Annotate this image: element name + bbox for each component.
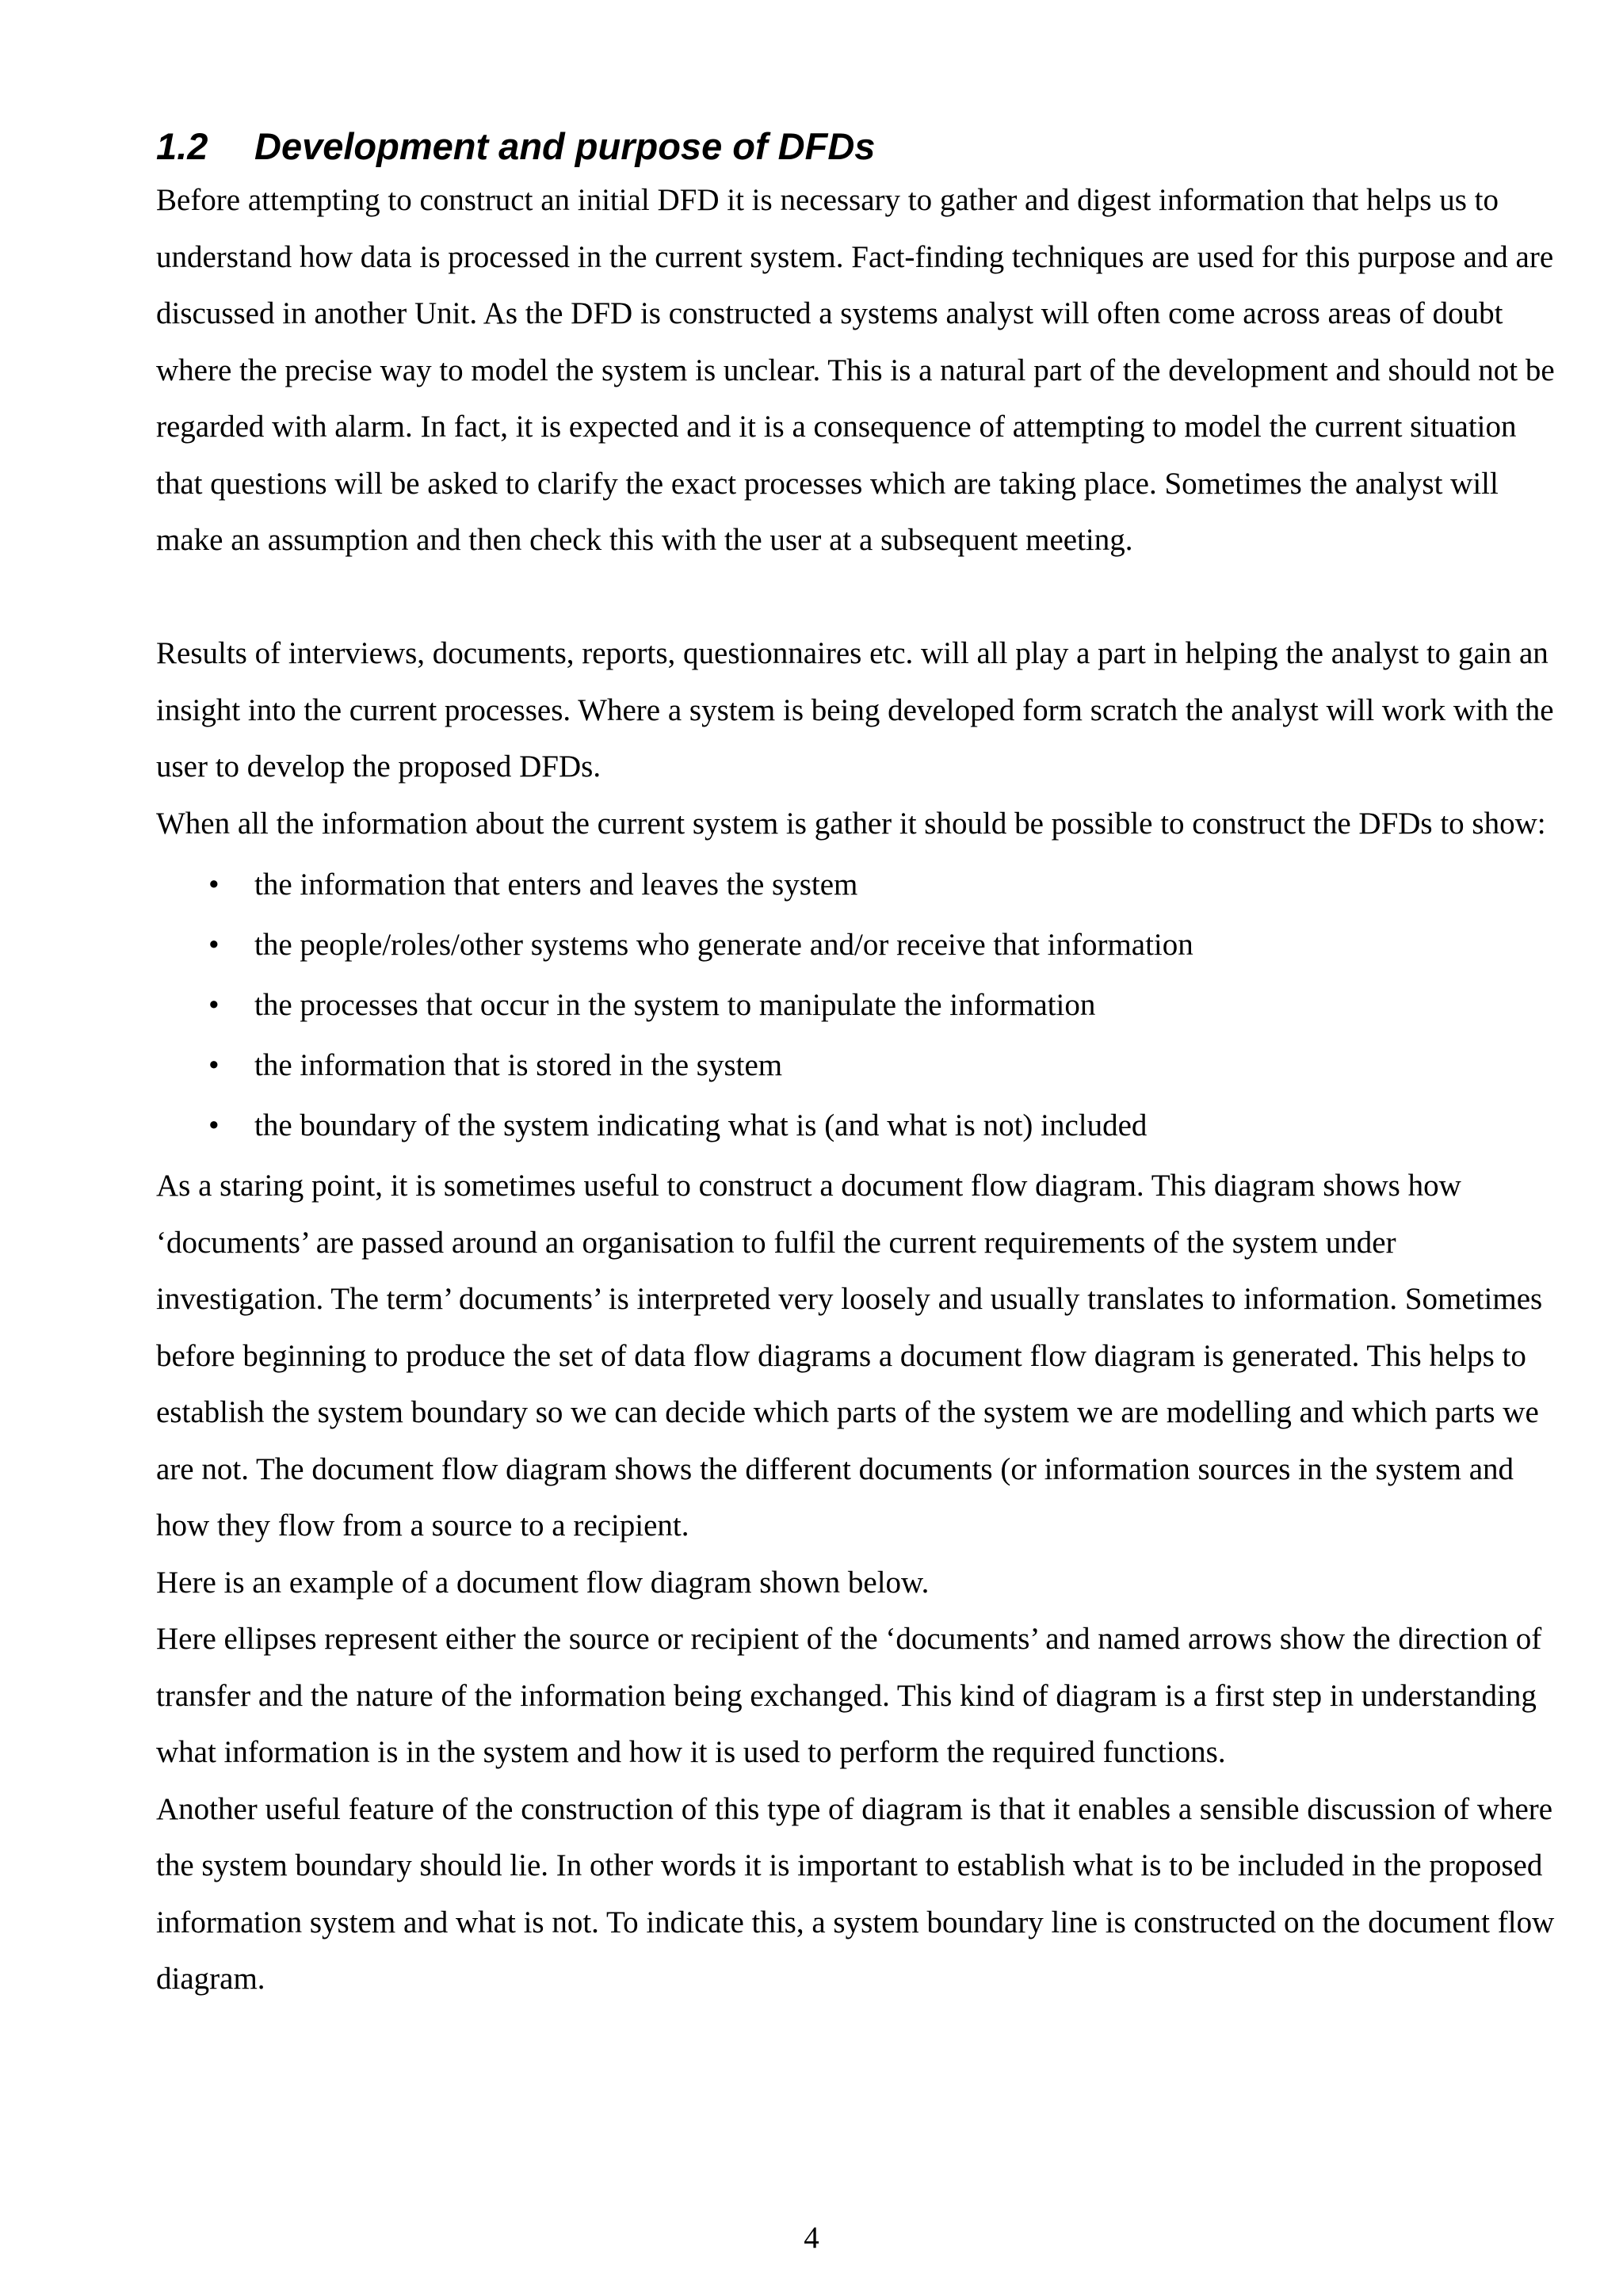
- list-item-text: the information that enters and leaves the system: [254, 868, 858, 902]
- list-item: [156, 1035, 1567, 1096]
- section-number: 1.2: [156, 125, 208, 167]
- bullet-icon: •: [208, 868, 220, 902]
- page-content: [156, 123, 1567, 2008]
- list-item-text: the boundary of the system indicating what is (and what is not) included: [254, 1108, 1148, 1142]
- bullet-list: [156, 855, 1567, 1156]
- paragraph-results: Results of interviews, documents, reports, questionnaires etc. will all play a part in helping the analyst to gain an insight into the current processes. Where a system is being developed form scratch the analyst will work with the user to develop the proposed DFDs.: [156, 636, 1554, 784]
- bullet-icon: •: [208, 1108, 220, 1142]
- section-heading: [156, 123, 1567, 170]
- list-item: [156, 855, 1567, 915]
- paragraph-spacer: [156, 569, 1567, 626]
- paragraph-document-flow: As a staring point, it is sometimes useful to construct a document flow diagram. This diagram shows how ‘documents’ are passed around an organisation to fulfil the current requirements of the system under investigation. The term’ documents’ is interpreted very loosely and usually translates to information. Sometimes before beginning to produce the set of data flow diagrams a document flow diagram is generated. This helps to establish the system boundary so we can decide which parts of the system we are modelling and which parts we are not. The document flow diagram shows the different documents (or information sources in the system and how they flow from a source to a recipient.: [156, 1169, 1543, 1543]
- section-title: Development and purpose of DFDs: [254, 125, 876, 167]
- bullet-icon: •: [208, 988, 220, 1022]
- bullet-icon: •: [208, 928, 220, 962]
- list-item: [156, 915, 1567, 975]
- list-item-text: the people/roles/other systems who generate and/or receive that information: [254, 928, 1193, 962]
- list-item: [156, 975, 1567, 1035]
- bullet-icon: •: [208, 1048, 220, 1082]
- page-number: 4: [804, 2221, 819, 2255]
- list-item-text: the processes that occur in the system to manipulate the information: [254, 988, 1096, 1022]
- paragraph-show-lead: When all the information about the current system is gather it should be possible to construct the DFDs to show:: [156, 806, 1546, 841]
- list-item: [156, 1096, 1567, 1156]
- paragraph-intro: Before attempting to construct an initial DFD it is necessary to gather and digest information that helps us to understand how data is processed in the current system. Fact-finding techniques are used for this purpose and are discussed in another Unit. As the DFD is constructed a systems analyst will often come across areas of doubt where the precise way to model the system is unclear. This is a natural part of the development and should not be regarded with alarm. In fact, it is expected and it is a consequence of attempting to model the current situation that questions will be asked to clarify the exact processes which are taking place. Sometimes the analyst will make an assumption and then check this with the user at a subsequent meeting.: [156, 183, 1555, 557]
- paragraph-ellipses: Here ellipses represent either the source or recipient of the ‘documents’ and named arrows show the direction of transfer and the nature of the information being exchanged. This kind of diagram is a first step in understanding what information is in the system and how it is used to perform the required functions.: [156, 1622, 1542, 1769]
- paragraph-example: Here is an example of a document flow diagram shown below.: [156, 1565, 930, 1600]
- list-item-text: the information that is stored in the system: [254, 1048, 783, 1082]
- paragraph-system-boundary: Another useful feature of the construction of this type of diagram is that it enables a sensible discussion of where the system boundary should lie. In other words it is important to establish what is to be included in the proposed information system and what is not. To indicate this, a system boundary line is constructed on the document flow diagram.: [156, 1791, 1555, 1996]
